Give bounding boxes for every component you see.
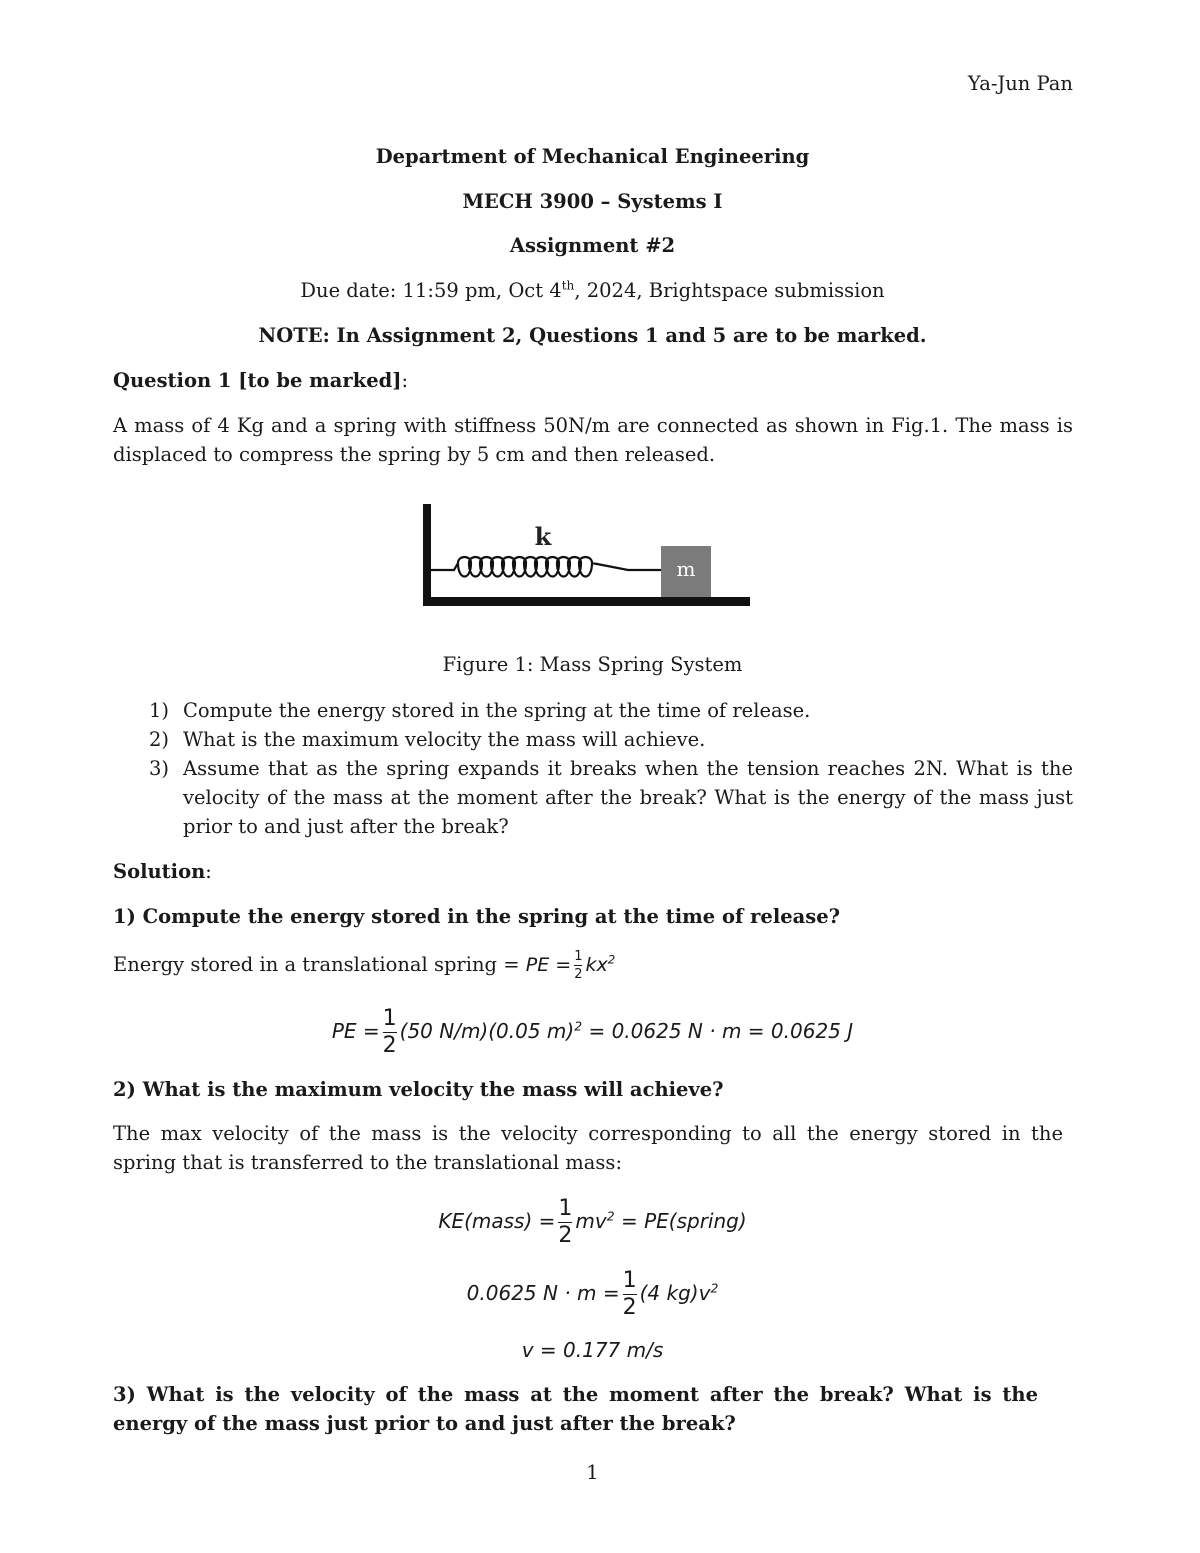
part-2-equation-1: KE(mass) = $\frac{1}{2}$ $mv^2$ = PE(spring) xyxy=(438,1196,747,1248)
due-date-superscript: th xyxy=(561,278,575,293)
marking-note: NOTE: In Assignment 2, Questions 1 and 5 are to be marked. xyxy=(258,324,927,347)
mass-label: m xyxy=(676,557,696,581)
fraction: $\frac{1}{2}$ xyxy=(382,1006,397,1058)
fraction: $\frac{1}{2}$ xyxy=(574,949,583,982)
page-number: 1 xyxy=(586,1461,599,1484)
spring-coil xyxy=(431,557,661,577)
question-1-colon: : xyxy=(401,369,409,392)
part-2-text: The max velocity of the mass is the velocity corresponding to all the energy stored in the spring that is transferred to the translational mass: xyxy=(113,1122,1063,1174)
part-1-formula: PE = $\frac{1}{2}$ $kx^2$ xyxy=(525,949,616,982)
mass-spring-figure xyxy=(420,500,760,612)
ground xyxy=(423,597,750,606)
question-1-label: Question 1 [to be marked] xyxy=(113,369,402,392)
figure-caption: Figure 1: Mass Spring System xyxy=(442,653,743,676)
list-item: 3) Assume that as the spring expands it breaks when the tension reaches 2N. What is the velocity of the mass at the moment after the break? What is the energy of the mass just prior to and just after the break? xyxy=(149,757,1073,838)
solution-label: Solution: xyxy=(113,860,212,883)
part-1-intro: Energy stored in a translational spring = xyxy=(113,953,526,976)
fraction: $\frac{1}{2}$ xyxy=(558,1196,573,1248)
part-2-heading: 2) What is the maximum velocity the mass will achieve? xyxy=(113,1078,724,1101)
part-1-equation: PE = $\frac{1}{2}$ (50 N/m)(0.05 m)$^2$ = 0.0625 N · m = 0.0625 J xyxy=(331,1006,854,1058)
spring-label: k xyxy=(534,522,552,551)
list-item: 1) Compute the energy stored in the spring at the time of release. xyxy=(149,699,811,722)
wall xyxy=(423,504,431,606)
task-list xyxy=(113,696,1073,841)
part-2-equation-2: 0.0625 N · m = $\frac{1}{2}$ (4 $kg)v^2$ xyxy=(466,1268,719,1320)
part-3-heading: 3) What is the velocity of the mass at the moment after the break? What is the energy of the mass just prior to and just after the break? xyxy=(113,1383,1038,1435)
due-date xyxy=(0,276,1185,305)
department-title: Department of Mechanical Engineering xyxy=(375,145,810,168)
part-1-intro-line xyxy=(113,950,615,981)
part-2-equation-3: v = 0.177 m/s xyxy=(521,1338,664,1362)
course-title: MECH 3900 – Systems I xyxy=(462,190,723,213)
part-1-heading: 1) Compute the energy stored in the spring at the time of release? xyxy=(113,905,841,928)
list-item: 2) What is the maximum velocity the mass will achieve. xyxy=(149,728,706,751)
author-name: Ya-Jun Pan xyxy=(967,72,1073,95)
due-date-suffix: , 2024, Brightspace submission xyxy=(574,279,885,302)
question-1-title xyxy=(113,366,408,395)
question-1-text: A mass of 4 Kg and a spring with stiffness 50N/m are connected as shown in Fig.1. The mass is displaced to compress the spring by 5 cm and then released. xyxy=(113,414,1073,466)
fraction: $\frac{1}{2}$ xyxy=(622,1268,637,1320)
assignment-title: Assignment #2 xyxy=(509,234,676,257)
due-date-prefix: Due date: 11:59 pm, Oct 4 xyxy=(300,279,562,302)
